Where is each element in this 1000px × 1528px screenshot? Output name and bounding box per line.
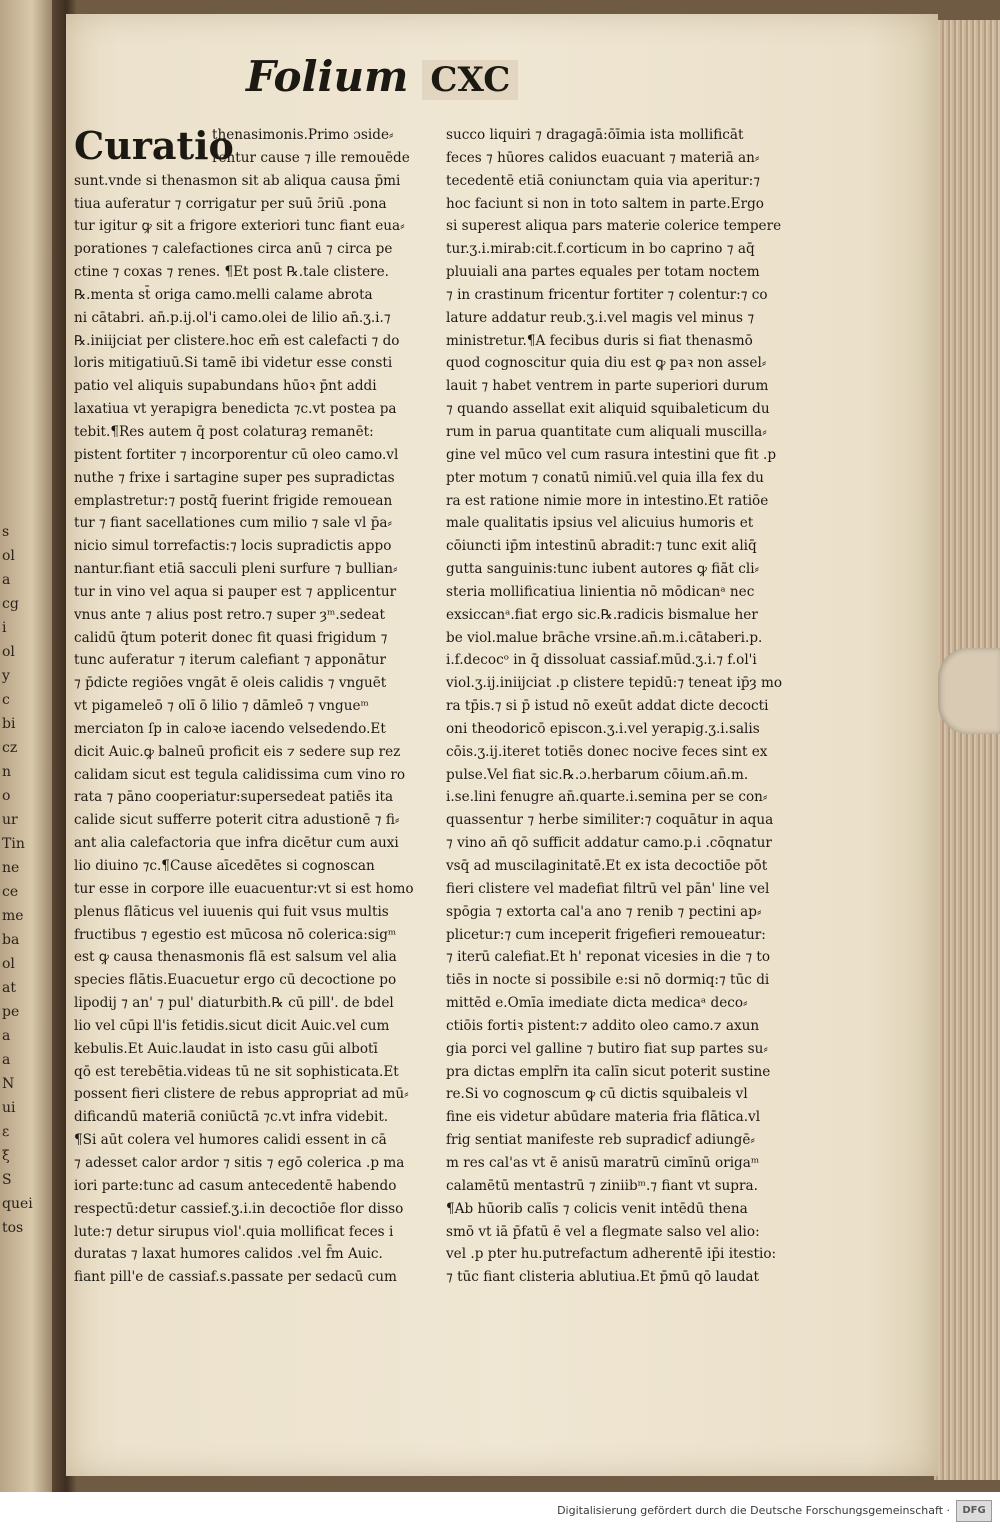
text-line: nuthe ⁊ frixe i sartagine super pes supradictas bbox=[74, 469, 395, 486]
text-line: lauit ⁊ habet ventrem in parte superiori durum bbox=[446, 378, 769, 395]
text-column-left bbox=[74, 124, 444, 1289]
left-page-fragment: ol bbox=[2, 644, 15, 660]
text-line: lute:⁊ detur sirupus viol'.quia mollificat feces i bbox=[74, 1223, 394, 1240]
text-line: pter motum ⁊ conatū nimiū.vel quia illa fex du bbox=[446, 469, 764, 486]
left-page-fragment: N bbox=[2, 1076, 15, 1092]
text-line: plenus flāticus vel iuuenis qui fuit vsus multis bbox=[74, 903, 389, 920]
text-line: steria mollificatiua linientia nō mōdicanᵃ nec bbox=[446, 583, 755, 600]
left-page-fragment: ba bbox=[2, 932, 20, 948]
text-line: rata ⁊ pāno cooperiatur:supersedeat patiēs ita bbox=[74, 789, 394, 806]
text-line: possent fieri clistere de rebus appropriat ad mū⸗ bbox=[74, 1086, 409, 1103]
text-line: pistent fortiter ⁊ incorporentur cū oleo camo.vl bbox=[74, 446, 399, 463]
left-page-text-fragments bbox=[2, 520, 42, 1240]
thumb-tab bbox=[938, 648, 1000, 734]
text-line: vnus ante ⁊ alius post retro.⁊ super ȝᵐ.sedeat bbox=[74, 606, 385, 623]
text-line: quod cognoscitur quia diu est ꝙ paꝛ non assel⸗ bbox=[446, 355, 767, 372]
text-line: lature addatur reub.ʒ.i.vel magis vel minus ⁊ bbox=[446, 309, 755, 326]
text-line: ¶Ab hūorib calīs ⁊ colicis venit intēdū thena bbox=[446, 1200, 748, 1217]
left-page-fragment: c bbox=[2, 692, 10, 708]
text-line: ctine ⁊ coxas ⁊ renes. ¶Et post ℞.tale clistere. bbox=[74, 264, 389, 281]
text-line: loris mitigatiuū.Si tamē ibi videtur esse consti bbox=[74, 355, 393, 372]
text-line: fine eis videtur abūdare materia fria flātica.vl bbox=[446, 1109, 761, 1126]
text-line: gine vel mūco vel cum rasura intestini que fit .p bbox=[446, 446, 777, 463]
left-page-fragment: n bbox=[2, 764, 12, 780]
left-page-fragment: ξ bbox=[2, 1148, 10, 1164]
text-line: ℞.iniijciat per clistere.hoc em̄ est calefacti ⁊ do bbox=[74, 332, 400, 349]
text-line: tunc auferatur ⁊ iterum calefiant ⁊ apponātur bbox=[74, 652, 387, 669]
text-line: calide sicut sufferre poterit citra adustionē ⁊ fi⸗ bbox=[74, 812, 400, 829]
text-line: exsiccanᵃ.fiat ergo sic.℞.radicis bismalue her bbox=[446, 606, 758, 623]
text-line: ⁊ in crastinum fricentur fortiter ⁊ colentur:⁊ co bbox=[446, 286, 768, 303]
left-page-fragment: o bbox=[2, 788, 11, 804]
text-line: pulse.Vel fiat sic.℞.ɔ.herbarum cōium.an̄.m. bbox=[446, 766, 749, 783]
text-line: ⁊ iterū calefiat.Et h' reponat vicesies in die ⁊ to bbox=[446, 949, 771, 966]
text-line: m res cal'as vt ē anisū maratrū cimīnū origaᵐ bbox=[446, 1154, 760, 1171]
left-page-fragment: a bbox=[2, 572, 11, 588]
text-line: i.f.decocᵒ in q̄ dissoluat cassiaf.mūd.ʒ.i.⁊ f.ol'i bbox=[446, 652, 757, 669]
text-line: quassentur ⁊ herbe similiter:⁊ coquātur in aqua bbox=[446, 812, 774, 829]
text-line: smō vt iā p̄fatū ē vel a flegmate salso vel alio: bbox=[446, 1223, 760, 1240]
column-left-lines bbox=[74, 124, 444, 1289]
text-line: emplastretur:⁊ postq̄ fuerint frigide remouean bbox=[74, 492, 393, 509]
text-line: iori parte:tunc ad casum antecedentē habendo bbox=[74, 1177, 397, 1194]
text-line: ni cātabri. an̄.p.ij.ol'i camo.olei de lilio an̄.ʒ.i.⁊ bbox=[74, 309, 391, 326]
text-line: pluuiali ana partes equales per totam noctem bbox=[446, 264, 760, 281]
text-line: ⁊ quando assellat exit aliquid squibaleticum du bbox=[446, 401, 770, 418]
text-line: be viol.malue brāche vrsine.an̄.m.i.cātaberi.p. bbox=[446, 629, 763, 646]
left-page-fragment: S bbox=[2, 1172, 12, 1188]
left-page-fragment: i bbox=[2, 620, 7, 636]
text-line: vel .p pter hu.putrefactum adherentē ip̄i itestio: bbox=[446, 1246, 777, 1263]
text-line: fiant pill'e de cassiaf.s.passate per sedacū cum bbox=[74, 1269, 397, 1286]
text-line: lio vel cūpi ll'is fetidis.sicut dicit Auic.vel cum bbox=[74, 1017, 390, 1034]
folio-label: Folium bbox=[246, 52, 409, 101]
left-page-fragment: tos bbox=[2, 1220, 24, 1236]
left-page-fragment: bi bbox=[2, 716, 16, 732]
text-line: tur esse in corpore ille euacuentur:vt si est homo bbox=[74, 880, 414, 897]
left-page-fragment: ur bbox=[2, 812, 18, 828]
text-line: qō est terebētia.videas tū ne sit sophisticata.Et bbox=[74, 1063, 399, 1080]
text-line: ⁊ adesset calor ardor ⁊ sitis ⁊ egō colerica .p ma bbox=[74, 1154, 405, 1171]
text-line: species flātis.Euacuetur ergo cū decoctione po bbox=[74, 972, 397, 989]
left-page-fragment: pe bbox=[2, 1004, 20, 1020]
text-line: pra dictas emplr̄n ita calīn sicut poterit sustine bbox=[446, 1063, 771, 1080]
left-page-fragment: a bbox=[2, 1028, 11, 1044]
text-line: cōis.ʒ.ij.iteret totiēs donec nocive feces sint ex bbox=[446, 743, 768, 760]
text-line: porationes ⁊ calefactiones circa anū ⁊ circa pe bbox=[74, 241, 393, 258]
text-line: tur igitur ꝙ sit a frigore exteriori tunc fiant eua⸗ bbox=[74, 218, 405, 235]
text-line: tur.ʒ.i.mirab:cit.f.corticum in bo caprino ⁊ aq̄ bbox=[446, 241, 755, 258]
text-line: ant alia calefactoria que infra dicētur cum auxi bbox=[74, 835, 399, 852]
text-line: tebit.¶Res autem q̄ post colaturaȝ remanēt: bbox=[74, 423, 374, 440]
text-line: sunt.vnde si thenasmon sit ab aliqua causa p̄mi bbox=[74, 172, 401, 189]
text-line: ¶Si aūt colera vel humores calidi essent in cā bbox=[74, 1132, 387, 1149]
text-line: lipodij ⁊ an' ⁊ pul' diaturbith.℞ cū pill'. de bdel bbox=[74, 995, 394, 1012]
text-line: re.Si vo cognoscum ꝙ cū dictis squibaleis vl bbox=[446, 1086, 748, 1103]
funding-credit: Digitalisierung gefördert durch die Deutsche Forschungsgemeinschaft · bbox=[557, 1504, 950, 1517]
left-page-fragment: ce bbox=[2, 884, 19, 900]
text-line: nicio simul torrefactis:⁊ locis supradictis appo bbox=[74, 538, 392, 555]
left-page-fragment: ui bbox=[2, 1100, 16, 1116]
text-line: respectū:detur cassief.ʒ.i.in decoctiōe flor disso bbox=[74, 1200, 404, 1217]
text-line: tur in vino vel aqua si pauper est ⁊ applicentur bbox=[74, 583, 397, 600]
text-line: ℞.menta st̄ origa camo.melli calame abrota bbox=[74, 286, 373, 303]
text-line: oni theodoricō episcon.ʒ.i.vel yerapig.ʒ.i.salis bbox=[446, 720, 760, 737]
column-right-lines bbox=[446, 124, 824, 1289]
left-page-edge bbox=[0, 0, 58, 1492]
text-line: lio diuino ⁊c.¶Cause aīcedētes si cognoscan bbox=[74, 858, 375, 874]
text-line: viol.ʒ.ij.iniijciat .p clistere tepidū:⁊ teneat ip̄ȝ mo bbox=[446, 675, 783, 692]
text-line: succo liquiri ⁊ dragagā:ōīmia ista mollificāt bbox=[446, 127, 744, 143]
text-line: cōiuncti ip̄m intestinū abradit:⁊ tunc exit aliq̄ bbox=[446, 538, 757, 555]
left-page-fragment: ol bbox=[2, 548, 15, 564]
text-line: fructibus ⁊ egestio est mūcosa nō colerica:sigᵐ bbox=[74, 926, 397, 943]
text-line: si superest aliqua pars materie colerice tempere bbox=[446, 218, 782, 235]
dfg-logo: DFG bbox=[956, 1500, 992, 1522]
text-line: tecedentē etiā coniunctam quia via aperitur:⁊ bbox=[446, 172, 761, 189]
text-line: plicetur:⁊ cum inceperit frigefieri remoueatur: bbox=[446, 926, 766, 943]
left-page-fragment: ol bbox=[2, 956, 15, 972]
left-page-fragment: cg bbox=[2, 596, 19, 612]
text-line: ctiōis fortiꝛ pistent:⁊ addito oleo camo.⁊ axun bbox=[446, 1017, 760, 1034]
text-line: calidū q̄tum poterit donec fit quasi frigidum ⁊ bbox=[74, 629, 388, 646]
text-line: ⁊ tūc fiant clisteria ablutiua.Et p̄mū qō laudat bbox=[446, 1269, 759, 1286]
left-page-fragment: at bbox=[2, 980, 16, 996]
text-line: patio vel aliquis supabundans hūoꝛ p̄nt addi bbox=[74, 378, 377, 395]
text-line: ⁊ p̄dicte regiōes vngāt ē oleis calidis ⁊ vnguēt bbox=[74, 675, 387, 692]
text-line: vsq̄ ad muscilaginitatē.Et ex ista decoctiōe pōt bbox=[446, 858, 768, 874]
text-line: spōgia ⁊ extorta cal'a ano ⁊ renib ⁊ pectini ap⸗ bbox=[446, 903, 762, 920]
text-line: merciaton ſp in caloꝛe iacendo velsedendo.Et bbox=[74, 720, 386, 737]
left-page-fragment: Tin bbox=[2, 836, 25, 852]
text-line: dicit Auic.ꝙ balneū proficit eis ⁊ sedere sup rez bbox=[74, 743, 401, 760]
text-line: ra tp̄is.⁊ si p̄ istud nō exeūt addat dicte decocti bbox=[446, 698, 769, 715]
folio-header bbox=[246, 52, 518, 112]
text-line: rum in parua quantitate cum aliquali muscilla⸗ bbox=[446, 423, 767, 440]
digitization-footer bbox=[0, 1492, 1000, 1528]
text-column-right bbox=[446, 124, 824, 1289]
text-line: kebulis.Et Auic.laudat in isto casu gūi albotī bbox=[74, 1040, 378, 1057]
text-line: calamētū mentastrū ⁊ ziniibᵐ.⁊ fiant vt supra. bbox=[446, 1177, 758, 1194]
text-line: tur ⁊ fiant sacellationes cum milio ⁊ sale vl p̄a⸗ bbox=[74, 515, 393, 532]
text-line: male qualitatis ipsius vel alicuius humoris et bbox=[446, 515, 754, 532]
text-line: mittēd e.Omīa imediate dicta medicaᵃ deco⸗ bbox=[446, 995, 748, 1012]
left-page-fragment: y bbox=[2, 668, 10, 684]
text-line: ra est ratione nimie more in intestino.Et ratiōe bbox=[446, 492, 769, 509]
text-line: calidam sicut est tegula calidissima cum vino ro bbox=[74, 766, 406, 783]
text-line: gutta sanguinis:tunc iubent autores ꝙ fiāt cli⸗ bbox=[446, 561, 760, 578]
text-line: fieri clistere vel madefiat filtrū vel pān' line vel bbox=[446, 880, 770, 897]
left-page-fragment: ε bbox=[2, 1124, 10, 1140]
text-line: vt pigameleō ⁊ olī ō lilio ⁊ dāmleō ⁊ vngueᵐ bbox=[74, 698, 369, 715]
left-page-fragment: ne bbox=[2, 860, 20, 876]
text-line: dificandū materiā coniūctā ⁊c.vt infra videbit. bbox=[74, 1109, 389, 1126]
text-line: tiēs in nocte si possibile e:si nō dormiq:⁊ tūc di bbox=[446, 972, 770, 989]
text-line: frig sentiat manifeste reb supradicf adiungē⸗ bbox=[446, 1132, 755, 1149]
text-line: thenasimonis.Primo ɔside⸗ bbox=[212, 127, 394, 143]
left-page-fragment: s bbox=[2, 524, 10, 540]
text-line: ministretur.¶A fecibus duris si fiat thenasmō bbox=[446, 332, 753, 349]
left-page-fragment: a bbox=[2, 1052, 11, 1068]
text-line: est ꝙ causa thenasmonis flā est salsum vel alia bbox=[74, 949, 397, 966]
text-line: rentur cause ⁊ ille remouēde bbox=[212, 149, 410, 166]
text-line: i.se.lini fenugre an̄.quarte.i.semina per se con⸗ bbox=[446, 789, 768, 806]
text-line: tiua auferatur ⁊ corrigatur per suū ɔ̄riū .pona bbox=[74, 195, 387, 212]
text-line: nantur.fiant etiā sacculi pleni surfure ⁊ bullian⸗ bbox=[74, 561, 398, 578]
text-line: ⁊ vino an̄ qō sufficit addatur camo.p.i .cōqnatur bbox=[446, 835, 772, 852]
text-line: duratas ⁊ laxat humores calidos .vel f̄m Auic. bbox=[74, 1246, 383, 1263]
drop-cap: Curatio bbox=[74, 123, 234, 168]
text-line: gia porci vel galline ⁊ butiro fiat sup partes su⸗ bbox=[446, 1040, 768, 1057]
left-page-fragment: me bbox=[2, 908, 24, 924]
text-line: laxatiua vt yerapigra benedicta ⁊c.vt postea pa bbox=[74, 401, 397, 418]
left-page-fragment: cz bbox=[2, 740, 18, 756]
folio-number: CXC bbox=[422, 60, 518, 100]
page-edges bbox=[934, 20, 1000, 1480]
text-line: feces ⁊ hūores calidos euacuant ⁊ materiā an⸗ bbox=[446, 149, 760, 166]
text-line: hoc faciunt si non in toto saltem in parte.Ergo bbox=[446, 195, 764, 212]
left-page-fragment: quei bbox=[2, 1196, 33, 1212]
